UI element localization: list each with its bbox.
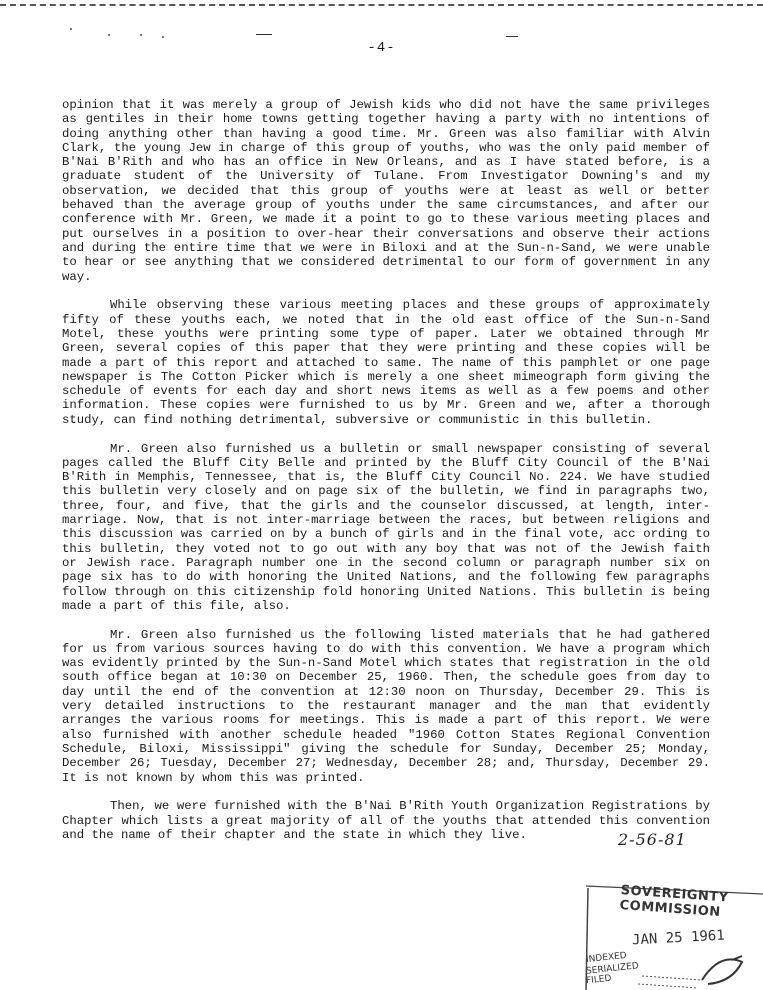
paragraph: Mr. Green also furnished us the following listed materials that he had gathered for us from various sources having to do with this convention. We have a program which was evidently printed by the Sun-n-Sand Motel which states that registration in the old south office began at 10:30 on December 25, 1960. Then, the schedule goes from day to day until the end of the convention at 12:30 noon on Thursday, December 29. This is very detailed instructions to the restaurant manager and the man that evidently arranges the various rooms for meetings. This is made a part of this report. We were also furnished with another schedule headed "1960 Cotton States Regional Convention Schedule, Biloxi, Mississippi" giving the schedule for Sunday, December 25; Monday, December 26; Tuesday, December 27; Wednesday, December 28; and, Thursday, December 29. It is not known by whom this was printed. [62, 627, 710, 785]
stamp-commission-text: SOVEREIGNTY COMMISSION [619, 883, 730, 921]
handwritten-file-number: 2-56-81 [618, 830, 687, 849]
page-top-edge [0, 0, 763, 6]
paragraph: Then, we were furnished with the B'Nai B'Rith Youth Organization Registrations by Chapter which lists a great majority of all of the youths that attended this convention and the name of their chapter and the state in which they live. [62, 799, 710, 842]
stamp-label-indexed: INDEXED [585, 950, 628, 966]
scan-mark [506, 36, 518, 37]
scan-speck [162, 36, 164, 38]
page-number: -4- [367, 40, 396, 56]
scan-speck [108, 34, 110, 36]
scan-speck [140, 34, 142, 36]
stamp-label-serialized: SERIALIZED [585, 961, 640, 977]
scan-mark [256, 34, 272, 35]
document-body [62, 98, 710, 857]
paragraph: Mr. Green also furnished us a bulletin or small newspaper consisting of several pages called the Bluff City Belle and printed by the Bluff City Council of the B'Nai B'Rith in Memphis, Tennessee, that is, the Bluff City Council No. 224. We have studied this bulletin very closely and on page six of the bulletin, we find in paragraphs two, three, four, and five, that the girls and the counselor discussed, at length, inter-marriage. Now, that is not inter-marriage between the races, but between religions and this discussion was carried on by a bunch of girls and in the final vote, acc ording to this bulletin, they voted not to go out with any boy that was not of the Jewish faith or Jewish race. Paragraph number one in the second column or paragraph number six on page six has to do with honoring the United Nations, and the following few paragraphs follow through on this citizenship fold honoring United Nations. This bulletin is being made a part of this file, also. [62, 441, 710, 613]
paragraph: While observing these various meeting places and these groups of approximately fifty of these youths each, we noted that in the old east office of the Sun-n-Sand Motel, these youths were printing some type of paper. Later we obtained through Mr Green, several copies of this paper that they were printing and these copies will be made a part of this report and attached to same. The name of this pamphlet or one page newspaper is The Cotton Picker which is merely a one sheet mimeograph form giving the schedule of events for each day and short news items as well as a few poems and other information. These copies were furnished to us by Mr. Green and we, after a thorough study, can find nothing detrimental, subversive or communistic in this bulletin. [62, 298, 710, 427]
paragraph: opinion that it was merely a group of Jewish kids who did not have the same privileges as gentiles in their home towns getting together having a party with no intentions of doing anything other than having a good time. Mr. Green was also familiar with Alvin Clark, the young Jew in charge of this group of youths, who was the only paid member of B'Nai B'Rith and who has an office in New Orleans, and as I have stated before, is a graduate student of the University of Tulane. From Investigator Downing's and my observation, we decided that this group of youths were at least as well or better behaved than the average group of youths under the same circumstances, and after our conference with Mr. Green, we made it a point to go to these various meeting places and put ourselves in a position to over-hear their conversations and observe their actions and during the entire time that we were in Biloxi and at the Sun-n-Sand, we were unable to hear or see anything that we considered detrimental to our form of government in any way. [62, 98, 710, 284]
scan-speck [70, 28, 72, 30]
stamp-label-filed: FILED [585, 973, 612, 987]
stamp-date: JAN 25 1961 [631, 927, 726, 949]
